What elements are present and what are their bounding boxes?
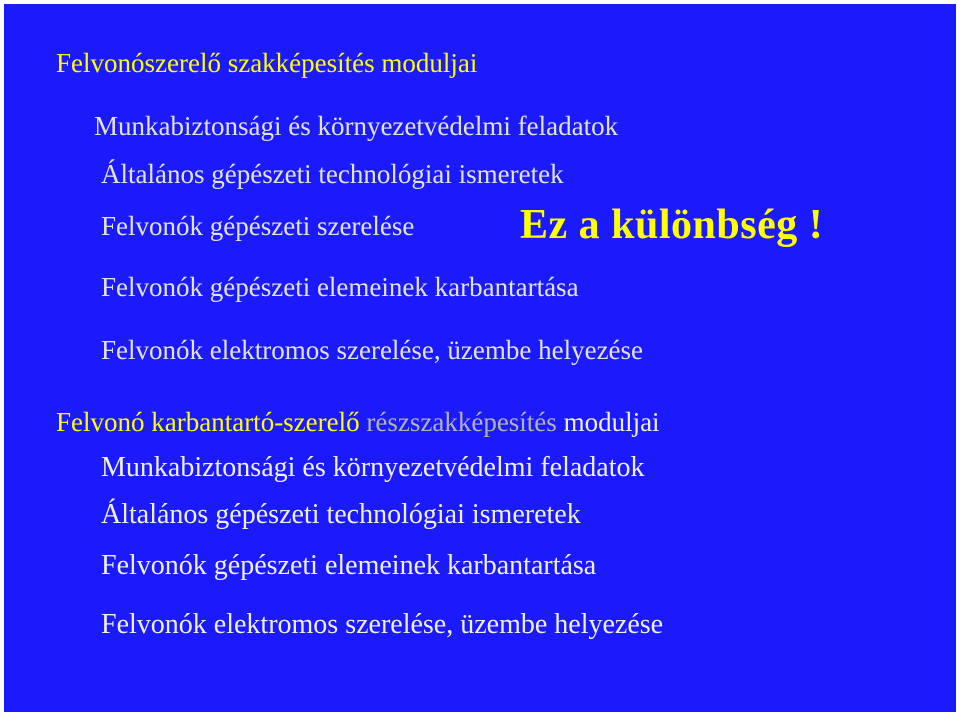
section2-heading-part3: moduljai (563, 407, 660, 437)
section2-item-3: Felvonók gépészeti elemeinek karbantartása (101, 550, 597, 581)
section1-item-5: Felvonók elektromos szerelése, üzembe helyezése (101, 335, 644, 365)
section1-item-2: Általános gépészeti technológiai ismeretek (101, 159, 564, 189)
section1-item-4: Felvonók gépészeti elemeinek karbantartása (101, 272, 579, 302)
section2-heading (56, 409, 660, 436)
section2-heading-part1: Felvonó karbantartó-szerelő (56, 407, 360, 437)
section2-item-1: Munkabiztonsági és környezetvédelmi feladatok (101, 452, 645, 483)
section1-item-1: Munkabiztonsági és környezetvédelmi feladatok (94, 111, 619, 141)
section2-item-2: Általános gépészeti technológiai ismeretek (101, 499, 581, 530)
section2-heading-part2: részszakképesítés (366, 407, 557, 437)
slide (4, 4, 956, 712)
section2-item-4: Felvonók elektromos szerelése, üzembe helyezése (101, 609, 664, 640)
callout-text: Ez a különbség ! (520, 202, 824, 248)
section1-heading: Felvonószerelő szakképesítés moduljai (56, 48, 478, 78)
section1-item-3: Felvonók gépészeti szerelése (101, 211, 415, 241)
